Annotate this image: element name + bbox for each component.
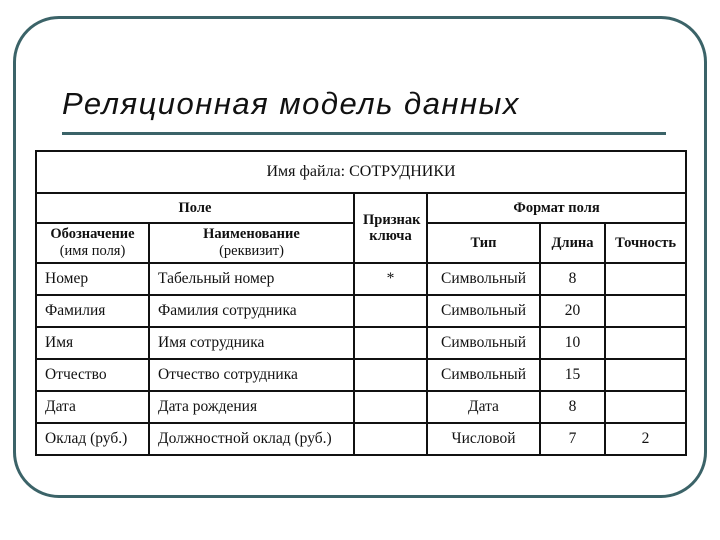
table-row: [36, 423, 686, 455]
precision-cell: [605, 391, 686, 423]
key-cell: [354, 391, 427, 423]
slide-title: Реляционная модель данных: [62, 86, 520, 121]
designation-cell: Отчество: [36, 359, 149, 391]
designation-header-sub: (имя поля): [59, 243, 126, 259]
designation-header: [36, 223, 149, 263]
key-cell: [354, 295, 427, 327]
length-header: Длина: [540, 223, 605, 263]
precision-cell: [605, 263, 686, 295]
precision-header: Точность: [605, 223, 686, 263]
designation-cell: Фамилия: [36, 295, 149, 327]
key-cell: *: [354, 263, 427, 295]
key-cell: [354, 423, 427, 455]
type-cell: Дата: [427, 391, 540, 423]
type-cell: Символьный: [427, 263, 540, 295]
type-cell: Символьный: [427, 327, 540, 359]
designation-header-label: Обозначение: [50, 226, 135, 242]
length-cell: 20: [540, 295, 605, 327]
table-row: [36, 263, 686, 295]
name-cell: Табельный номер: [149, 263, 354, 295]
name-cell: Фамилия сотрудника: [149, 295, 354, 327]
precision-cell: 2: [605, 423, 686, 455]
length-cell: 8: [540, 391, 605, 423]
name-cell: Имя сотрудника: [149, 327, 354, 359]
table-row: [36, 391, 686, 423]
precision-cell: [605, 359, 686, 391]
key-flag-header: Признак ключа: [354, 193, 427, 263]
length-cell: 8: [540, 263, 605, 295]
table-row: [36, 327, 686, 359]
file-name-row: [36, 151, 686, 193]
name-cell: Дата рождения: [149, 391, 354, 423]
name-header-label: Наименование: [203, 226, 300, 242]
title-underline: [62, 132, 666, 135]
length-cell: 7: [540, 423, 605, 455]
type-cell: Числовой: [427, 423, 540, 455]
precision-cell: [605, 295, 686, 327]
name-cell: Отчество сотрудника: [149, 359, 354, 391]
employees-table: [35, 150, 687, 456]
designation-cell: Номер: [36, 263, 149, 295]
key-cell: [354, 359, 427, 391]
designation-cell: Имя: [36, 327, 149, 359]
key-cell: [354, 327, 427, 359]
name-header-sub: (реквизит): [219, 243, 284, 259]
name-cell: Должностной оклад (руб.): [149, 423, 354, 455]
name-header: [149, 223, 354, 263]
type-cell: Символьный: [427, 295, 540, 327]
length-cell: 10: [540, 327, 605, 359]
length-cell: 15: [540, 359, 605, 391]
designation-cell: Оклад (руб.): [36, 423, 149, 455]
field-header: Поле: [36, 193, 354, 223]
table-row: [36, 295, 686, 327]
format-header: Формат поля: [427, 193, 686, 223]
precision-cell: [605, 327, 686, 359]
type-cell: Символьный: [427, 359, 540, 391]
file-name-cell: Имя файла: СОТРУДНИКИ: [36, 151, 686, 193]
header-row-1: [36, 193, 686, 223]
type-header: Тип: [427, 223, 540, 263]
table-row: [36, 359, 686, 391]
designation-cell: Дата: [36, 391, 149, 423]
